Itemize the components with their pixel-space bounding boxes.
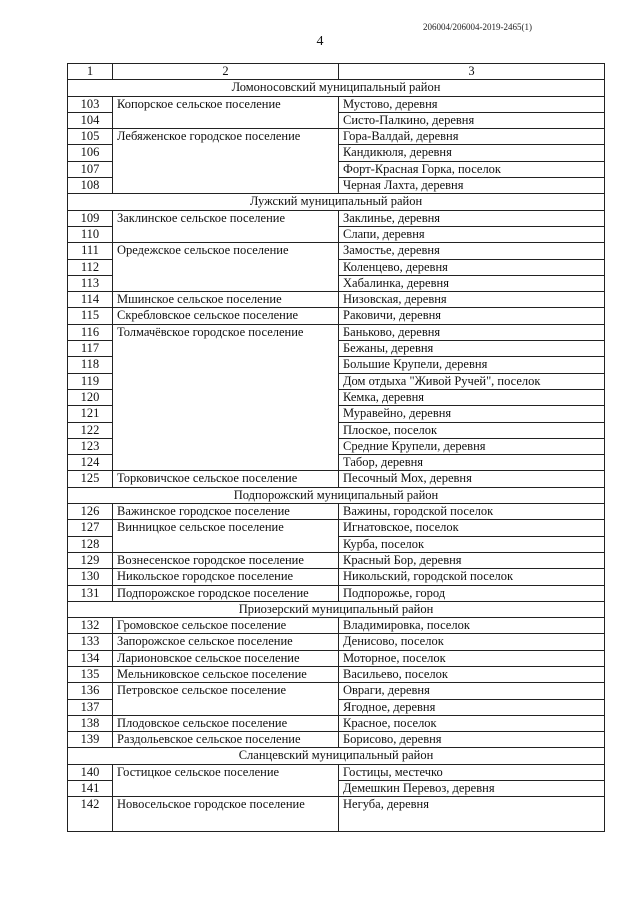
settlement-name xyxy=(113,341,339,357)
settlement-name: Никольское городское поселение xyxy=(113,569,339,585)
table-row xyxy=(68,389,605,405)
settlement-name: Гостицкое сельское поселение xyxy=(113,764,339,780)
locality-name: Кемка, деревня xyxy=(339,389,605,405)
row-number: 135 xyxy=(68,666,113,682)
district-name: Сланцевский муниципальный район xyxy=(68,748,605,764)
settlement-name: Громовское сельское поселение xyxy=(113,618,339,634)
table-row xyxy=(68,275,605,291)
table-row xyxy=(68,161,605,177)
locality-name: Плоское, поселок xyxy=(339,422,605,438)
table-row xyxy=(68,552,605,568)
row-number: 103 xyxy=(68,96,113,112)
settlement-name: Запорожское сельское поселение xyxy=(113,634,339,650)
locality-name: Заклинье, деревня xyxy=(339,210,605,226)
locality-name: Важины, городской поселок xyxy=(339,504,605,520)
locality-name: Низовская, деревня xyxy=(339,292,605,308)
locality-name: Красное, поселок xyxy=(339,715,605,731)
locality-name: Бежаны, деревня xyxy=(339,341,605,357)
locality-name: Муравейно, деревня xyxy=(339,406,605,422)
district-name: Ломоносовский муниципальный район xyxy=(68,80,605,96)
row-number: 111 xyxy=(68,243,113,259)
table-row xyxy=(68,650,605,666)
table-row xyxy=(68,781,605,797)
locality-name: Владимировка, поселок xyxy=(339,618,605,634)
table-row xyxy=(68,292,605,308)
row-number: 116 xyxy=(68,324,113,340)
table-row xyxy=(68,145,605,161)
table-row xyxy=(68,797,605,832)
district-row xyxy=(68,487,605,503)
table-row xyxy=(68,536,605,552)
settlement-name: Мельниковское сельское поселение xyxy=(113,666,339,682)
table-row xyxy=(68,178,605,194)
settlement-name xyxy=(113,438,339,454)
column-header-settlement: 2 xyxy=(113,64,339,80)
locality-name: Борисово, деревня xyxy=(339,732,605,748)
district-row xyxy=(68,748,605,764)
row-number: 112 xyxy=(68,259,113,275)
row-number: 118 xyxy=(68,357,113,373)
row-number: 104 xyxy=(68,112,113,128)
settlement-name: Торковичское сельское поселение xyxy=(113,471,339,487)
row-number: 132 xyxy=(68,618,113,634)
table-row xyxy=(68,471,605,487)
row-number: 128 xyxy=(68,536,113,552)
settlement-name: Мшинское сельское поселение xyxy=(113,292,339,308)
settlement-name: Новосельское городское поселение xyxy=(113,797,339,832)
row-number: 117 xyxy=(68,341,113,357)
settlement-name xyxy=(113,161,339,177)
row-number: 121 xyxy=(68,406,113,422)
row-number: 106 xyxy=(68,145,113,161)
table-row xyxy=(68,504,605,520)
locality-name: Песочный Мох, деревня xyxy=(339,471,605,487)
settlement-name xyxy=(113,373,339,389)
row-number: 113 xyxy=(68,275,113,291)
district-row xyxy=(68,80,605,96)
settlement-name: Ларионовское сельское поселение xyxy=(113,650,339,666)
table-row xyxy=(68,210,605,226)
locality-name: Форт-Красная Горка, поселок xyxy=(339,161,605,177)
settlements-table xyxy=(67,63,605,832)
row-number: 120 xyxy=(68,389,113,405)
table-row xyxy=(68,699,605,715)
table-row xyxy=(68,96,605,112)
column-header-number: 1 xyxy=(68,64,113,80)
district-row xyxy=(68,194,605,210)
table-row xyxy=(68,259,605,275)
locality-name: Ягодное, деревня xyxy=(339,699,605,715)
settlement-name: Лебяженское городское поселение xyxy=(113,129,339,145)
page-number: 4 xyxy=(316,34,324,49)
locality-name: Красный Бор, деревня xyxy=(339,552,605,568)
locality-name: Средние Крупели, деревня xyxy=(339,438,605,454)
table-row xyxy=(68,455,605,471)
settlement-name xyxy=(113,406,339,422)
locality-name: Курба, поселок xyxy=(339,536,605,552)
row-number: 125 xyxy=(68,471,113,487)
settlement-name xyxy=(113,259,339,275)
settlement-name: Толмачёвское городское поселение xyxy=(113,324,339,340)
settlement-name xyxy=(113,357,339,373)
table-row xyxy=(68,422,605,438)
table-row xyxy=(68,520,605,536)
settlement-name: Раздольевское сельское поселение xyxy=(113,732,339,748)
settlement-name xyxy=(113,422,339,438)
settlement-name: Заклинское сельское поселение xyxy=(113,210,339,226)
row-number: 119 xyxy=(68,373,113,389)
locality-name: Денисово, поселок xyxy=(339,634,605,650)
district-row xyxy=(68,601,605,617)
row-number: 122 xyxy=(68,422,113,438)
table-header-row xyxy=(68,64,605,80)
row-number: 131 xyxy=(68,585,113,601)
locality-name: Баньково, деревня xyxy=(339,324,605,340)
row-number: 108 xyxy=(68,178,113,194)
row-number: 133 xyxy=(68,634,113,650)
locality-name: Подпорожье, город xyxy=(339,585,605,601)
table-row xyxy=(68,715,605,731)
table-row xyxy=(68,373,605,389)
row-number: 127 xyxy=(68,520,113,536)
row-number: 110 xyxy=(68,226,113,242)
locality-name: Большие Крупели, деревня xyxy=(339,357,605,373)
settlement-name xyxy=(113,145,339,161)
row-number: 134 xyxy=(68,650,113,666)
locality-name: Систо-Палкино, деревня xyxy=(339,112,605,128)
locality-name: Замостье, деревня xyxy=(339,243,605,259)
locality-name: Хабалинка, деревня xyxy=(339,275,605,291)
table-row xyxy=(68,308,605,324)
table-row xyxy=(68,569,605,585)
row-number: 137 xyxy=(68,699,113,715)
row-number: 141 xyxy=(68,781,113,797)
table-row xyxy=(68,357,605,373)
locality-name: Моторное, поселок xyxy=(339,650,605,666)
district-name: Подпорожский муниципальный район xyxy=(68,487,605,503)
row-number: 123 xyxy=(68,438,113,454)
column-header-locality: 3 xyxy=(339,64,605,80)
row-number: 114 xyxy=(68,292,113,308)
locality-name: Игнатовское, поселок xyxy=(339,520,605,536)
row-number: 139 xyxy=(68,732,113,748)
table-row xyxy=(68,634,605,650)
locality-name: Демешкин Перевоз, деревня xyxy=(339,781,605,797)
row-number: 140 xyxy=(68,764,113,780)
locality-name: Коленцево, деревня xyxy=(339,259,605,275)
settlement-name xyxy=(113,275,339,291)
table-row xyxy=(68,438,605,454)
table-row xyxy=(68,618,605,634)
district-name: Лужский муниципальный район xyxy=(68,194,605,210)
table-row xyxy=(68,666,605,682)
settlement-name xyxy=(113,781,339,797)
row-number: 124 xyxy=(68,455,113,471)
table-row xyxy=(68,341,605,357)
settlement-name: Винницкое сельское поселение xyxy=(113,520,339,536)
table-row xyxy=(68,112,605,128)
locality-name: Гостицы, местечко xyxy=(339,764,605,780)
locality-name: Васильево, поселок xyxy=(339,666,605,682)
district-name: Приозерский муниципальный район xyxy=(68,601,605,617)
row-number: 129 xyxy=(68,552,113,568)
row-number: 126 xyxy=(68,504,113,520)
locality-name: Дом отдыха "Живой Ручей", поселок xyxy=(339,373,605,389)
row-number: 136 xyxy=(68,683,113,699)
row-number: 138 xyxy=(68,715,113,731)
table-row xyxy=(68,243,605,259)
settlement-name: Скребловское сельское поселение xyxy=(113,308,339,324)
settlement-name xyxy=(113,226,339,242)
locality-name: Раковичи, деревня xyxy=(339,308,605,324)
table-row xyxy=(68,683,605,699)
row-number: 107 xyxy=(68,161,113,177)
table-row xyxy=(68,585,605,601)
settlement-name xyxy=(113,112,339,128)
table-row xyxy=(68,732,605,748)
table-row xyxy=(68,406,605,422)
settlement-name: Оредежское сельское поселение xyxy=(113,243,339,259)
locality-name: Кандикюля, деревня xyxy=(339,145,605,161)
settlement-name: Копорское сельское поселение xyxy=(113,96,339,112)
settlement-name: Важинское городское поселение xyxy=(113,504,339,520)
settlement-name: Плодовское сельское поселение xyxy=(113,715,339,731)
locality-name: Табор, деревня xyxy=(339,455,605,471)
document-code: 206004/206004-2019-2465(1) xyxy=(423,22,532,32)
settlement-name xyxy=(113,536,339,552)
settlement-name xyxy=(113,389,339,405)
settlement-name: Вознесенское городское поселение xyxy=(113,552,339,568)
table-row xyxy=(68,764,605,780)
table-row xyxy=(68,324,605,340)
locality-name: Гора-Валдай, деревня xyxy=(339,129,605,145)
settlement-name xyxy=(113,455,339,471)
settlement-name: Подпорожское городское поселение xyxy=(113,585,339,601)
settlement-name: Петровское сельское поселение xyxy=(113,683,339,699)
row-number: 115 xyxy=(68,308,113,324)
locality-name: Овраги, деревня xyxy=(339,683,605,699)
table-row xyxy=(68,226,605,242)
row-number: 142 xyxy=(68,797,113,832)
settlement-name xyxy=(113,178,339,194)
table-row xyxy=(68,129,605,145)
row-number: 109 xyxy=(68,210,113,226)
locality-name: Никольский, городской поселок xyxy=(339,569,605,585)
row-number: 130 xyxy=(68,569,113,585)
locality-name: Мустово, деревня xyxy=(339,96,605,112)
locality-name: Негуба, деревня xyxy=(339,797,605,832)
locality-name: Черная Лахта, деревня xyxy=(339,178,605,194)
locality-name: Слапи, деревня xyxy=(339,226,605,242)
settlement-name xyxy=(113,699,339,715)
row-number: 105 xyxy=(68,129,113,145)
